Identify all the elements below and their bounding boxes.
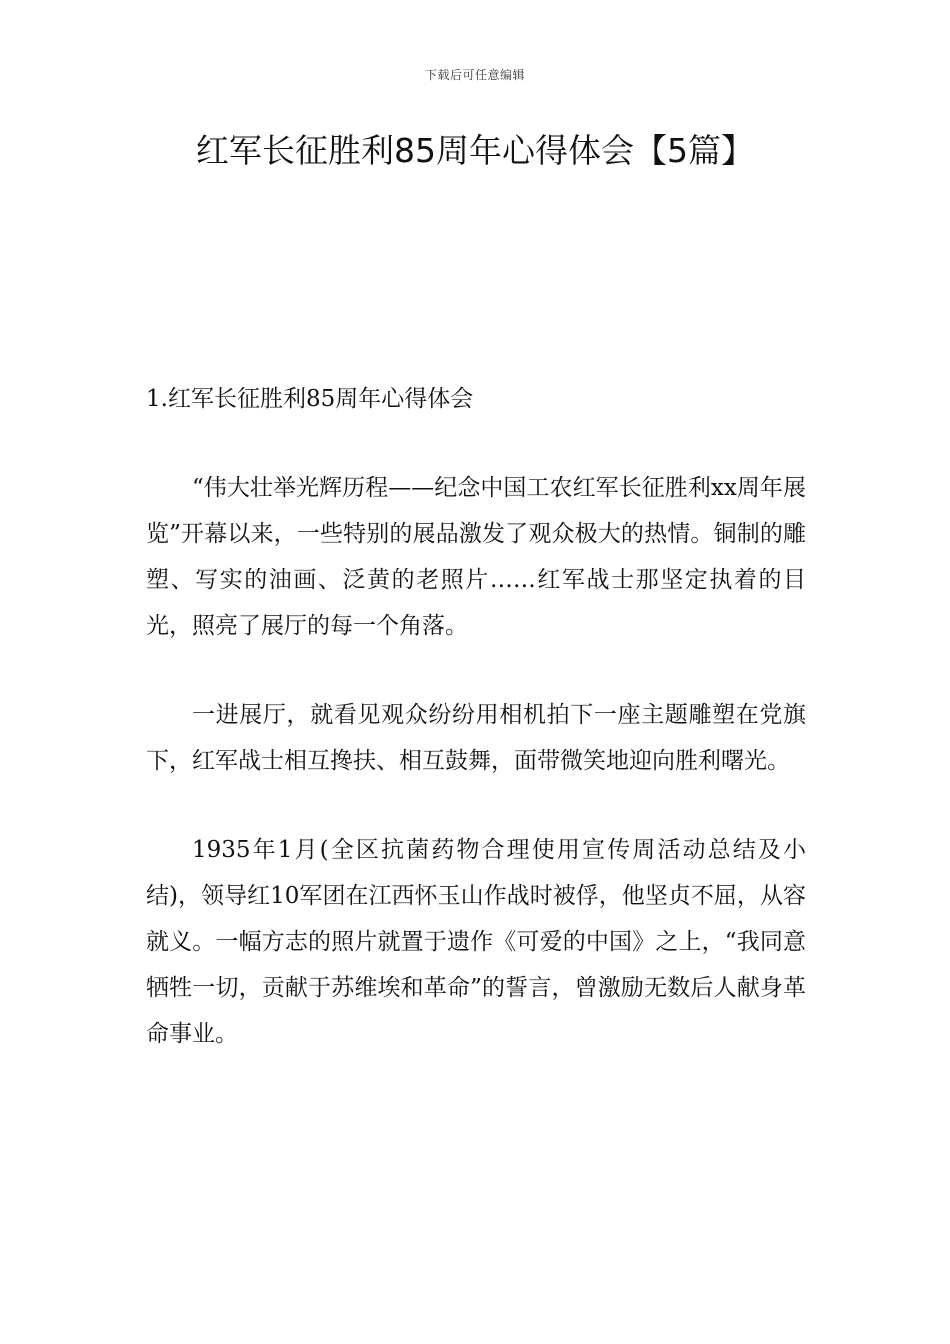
paragraph-1: “伟大壮举光辉历程——纪念中国工农红军长征胜利xx周年展览”开幕以来，一些特别的展品激发了观众极大的热情。铜制的雕塑、写实的油画、泛黄的老照片……红军战士那坚定执着的目光，照亮了展厅的每一个角落。 bbox=[146, 475, 806, 639]
document-body bbox=[146, 376, 806, 1100]
paragraph-3: 1935年1月(全区抗菌药物合理使用宣传周活动总结及小结)，领导红10军团在江西怀玉山作战时被俘，他坚贞不屈，从容就义。一幅方志的照片就置于遗作《可爱的中国》之上，“我同意牺牲一切，贡献于苏维埃和革命”的誓言，曾激励无数后人献身革命事业。 bbox=[146, 837, 806, 1047]
section-heading: 1.红军长征胜利85周年心得体会 bbox=[146, 386, 474, 412]
document-title: 红军长征胜利85周年心得体会【5篇】 bbox=[196, 131, 754, 170]
header-note: 下载后可任意编辑 bbox=[424, 68, 525, 82]
paragraph-2: 一进展厅，就看见观众纷纷用相机拍下一座主题雕塑在党旗下，红军战士相互搀扶、相互鼓舞，面带微笑地迎向胜利曙光。 bbox=[146, 702, 806, 774]
